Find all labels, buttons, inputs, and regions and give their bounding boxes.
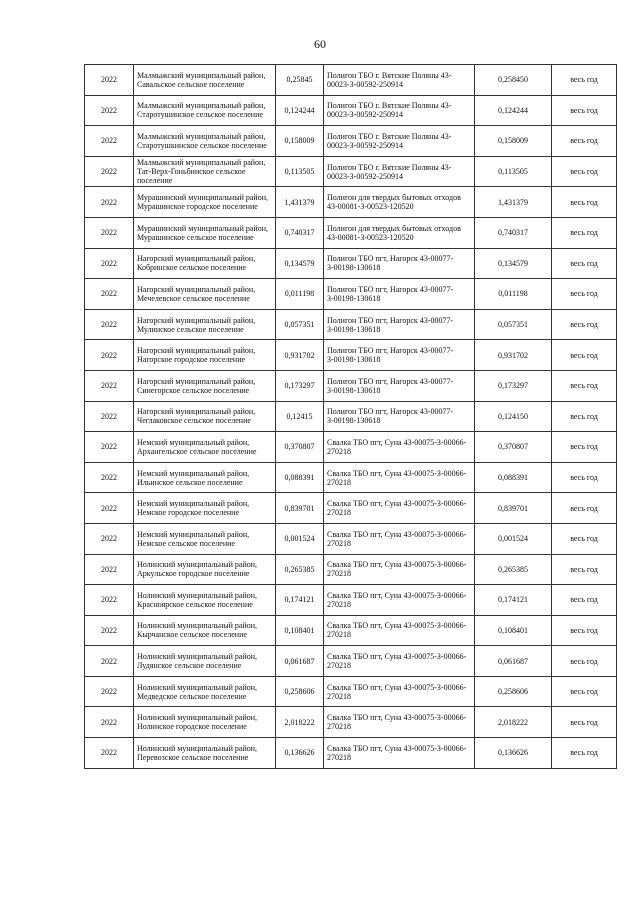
placed-mass-cell: 0,124150	[475, 401, 552, 432]
municipality-cell: Нолинский муниципальный район, Перевозское сельское поселение	[134, 738, 276, 769]
mass-cell: 0,258606	[276, 676, 324, 707]
period-cell: весь год	[552, 279, 617, 310]
period-cell: весь год	[552, 309, 617, 340]
mass-cell: 1,431379	[276, 187, 324, 218]
municipality-cell: Мурашинский муниципальный район, Мурашинское сельское поселение	[134, 217, 276, 248]
municipality-cell: Нагорский муниципальный район, Мечелевское сельское поселение	[134, 279, 276, 310]
mass-cell: 0,173297	[276, 370, 324, 401]
mass-cell: 0,057351	[276, 309, 324, 340]
disposal-object-cell: Свалка ТБО пгт, Суна 43-00075-З-00066-270218	[324, 554, 475, 585]
year-cell: 2022	[85, 95, 134, 126]
mass-cell: 0,158009	[276, 126, 324, 157]
period-cell: весь год	[552, 707, 617, 738]
period-cell: весь год	[552, 340, 617, 371]
placed-mass-cell: 0,158009	[475, 126, 552, 157]
period-cell: весь год	[552, 187, 617, 218]
mass-cell: 0,740317	[276, 217, 324, 248]
disposal-object-cell: Полигон ТБО пгт, Нагорск 43-00077-З-00198-130618	[324, 309, 475, 340]
municipality-cell: Нолинский муниципальный район, Аркульское городское поселение	[134, 554, 276, 585]
municipality-cell: Нолинский муниципальный район, Медведское сельское поселение	[134, 676, 276, 707]
placed-mass-cell: 0,740317	[475, 217, 552, 248]
year-cell: 2022	[85, 187, 134, 218]
table-row	[85, 707, 617, 738]
municipality-cell: Малмыжский муниципальный район, Старотушкинское сельское поселение	[134, 126, 276, 157]
year-cell: 2022	[85, 309, 134, 340]
period-cell: весь год	[552, 676, 617, 707]
period-cell: весь год	[552, 248, 617, 279]
period-cell: весь год	[552, 646, 617, 677]
disposal-object-cell: Свалка ТБО пгт, Суна 43-00075-З-00066-270218	[324, 523, 475, 554]
mass-cell: 2,018222	[276, 707, 324, 738]
year-cell: 2022	[85, 676, 134, 707]
municipality-cell: Нолинский муниципальный район, Нолинское городское поселение	[134, 707, 276, 738]
period-cell: весь год	[552, 370, 617, 401]
disposal-object-cell: Свалка ТБО пгт, Суна 43-00075-З-00066-270218	[324, 615, 475, 646]
municipality-cell: Малмыжский муниципальный район, Савальское сельское поселение	[134, 65, 276, 96]
disposal-object-cell: Свалка ТБО пгт, Суна 43-00075-З-00066-270218	[324, 432, 475, 463]
waste-registry-table	[84, 64, 617, 769]
mass-cell: 0,136626	[276, 738, 324, 769]
disposal-object-cell: Полигон ТБО пгт, Нагорск 43-00077-З-00198-130618	[324, 248, 475, 279]
municipality-cell: Нагорский муниципальный район, Синегорское сельское поселение	[134, 370, 276, 401]
placed-mass-cell: 0,088391	[475, 462, 552, 493]
placed-mass-cell: 0,839701	[475, 493, 552, 524]
mass-cell: 0,124244	[276, 95, 324, 126]
year-cell: 2022	[85, 523, 134, 554]
table-row	[85, 432, 617, 463]
year-cell: 2022	[85, 248, 134, 279]
disposal-object-cell: Свалка ТБО пгт, Суна 43-00075-З-00066-270218	[324, 585, 475, 616]
disposal-object-cell: Полигон ТБО г. Вятские Поляны 43-00023-З-00592-250914	[324, 156, 475, 187]
disposal-object-cell: Полигон для твердых бытовых отходов 43-00081-З-00523-120520	[324, 217, 475, 248]
mass-cell: 0,061687	[276, 646, 324, 677]
municipality-cell: Немский муниципальный район, Архангельское сельское поселение	[134, 432, 276, 463]
table-row	[85, 340, 617, 371]
year-cell: 2022	[85, 126, 134, 157]
disposal-object-cell: Свалка ТБО пгт, Суна 43-00075-З-00066-270218	[324, 493, 475, 524]
placed-mass-cell: 0,931702	[475, 340, 552, 371]
table-row	[85, 126, 617, 157]
placed-mass-cell: 0,136626	[475, 738, 552, 769]
year-cell: 2022	[85, 738, 134, 769]
table-row	[85, 95, 617, 126]
municipality-cell: Нолинский муниципальный район, Лудянское сельское поселение	[134, 646, 276, 677]
period-cell: весь год	[552, 554, 617, 585]
period-cell: весь год	[552, 462, 617, 493]
placed-mass-cell: 1,431379	[475, 187, 552, 218]
year-cell: 2022	[85, 340, 134, 371]
period-cell: весь год	[552, 493, 617, 524]
municipality-cell: Немский муниципальный район, Немское городское поселение	[134, 493, 276, 524]
table-row	[85, 585, 617, 616]
disposal-object-cell: Свалка ТБО пгт, Суна 43-00075-З-00066-270218	[324, 707, 475, 738]
municipality-cell: Малмыжский муниципальный район, Старотушинское сельское поселение	[134, 95, 276, 126]
table-row	[85, 309, 617, 340]
placed-mass-cell: 0,061687	[475, 646, 552, 677]
municipality-cell: Мурашинский муниципальный район, Мурашинское городское поселение	[134, 187, 276, 218]
table-row	[85, 217, 617, 248]
period-cell: весь год	[552, 615, 617, 646]
placed-mass-cell: 0,011198	[475, 279, 552, 310]
disposal-object-cell: Полигон для твердых бытовых отходов 43-00081-З-00523-120520	[324, 187, 475, 218]
disposal-object-cell: Полигон ТБО пгт, Нагорск 43-00077-З-00198-130618	[324, 370, 475, 401]
placed-mass-cell: 0,258606	[475, 676, 552, 707]
mass-cell: 0,108401	[276, 615, 324, 646]
table-row	[85, 646, 617, 677]
disposal-object-cell: Свалка ТБО пгт, Суна 43-00075-З-00066-270218	[324, 676, 475, 707]
municipality-cell: Немский муниципальный район, Ильинское сельское поселение	[134, 462, 276, 493]
disposal-object-cell: Свалка ТБО пгт, Суна 43-00075-З-00066-270218	[324, 738, 475, 769]
period-cell: весь год	[552, 523, 617, 554]
table-row	[85, 248, 617, 279]
year-cell: 2022	[85, 707, 134, 738]
year-cell: 2022	[85, 65, 134, 96]
mass-cell: 0,839701	[276, 493, 324, 524]
disposal-object-cell: Полигон ТБО пгт, Нагорск 43-00077-З-00198-130618	[324, 279, 475, 310]
year-cell: 2022	[85, 585, 134, 616]
placed-mass-cell: 0,001524	[475, 523, 552, 554]
year-cell: 2022	[85, 217, 134, 248]
mass-cell: 0,25845	[276, 65, 324, 96]
page-number: 60	[314, 37, 326, 51]
mass-cell: 0,001524	[276, 523, 324, 554]
placed-mass-cell: 0,265385	[475, 554, 552, 585]
placed-mass-cell: 0,174121	[475, 585, 552, 616]
table-row	[85, 156, 617, 187]
placed-mass-cell: 0,057351	[475, 309, 552, 340]
table-row	[85, 676, 617, 707]
year-cell: 2022	[85, 646, 134, 677]
municipality-cell: Малмыжский муниципальный район, Тат-Верх-Гоньбинское сельское поселение	[134, 156, 276, 187]
placed-mass-cell: 0,113505	[475, 156, 552, 187]
year-cell: 2022	[85, 493, 134, 524]
mass-cell: 0,174121	[276, 585, 324, 616]
period-cell: весь год	[552, 65, 617, 96]
municipality-cell: Нагорский муниципальный район, Кобринское сельское поселение	[134, 248, 276, 279]
year-cell: 2022	[85, 401, 134, 432]
year-cell: 2022	[85, 156, 134, 187]
table-row	[85, 462, 617, 493]
period-cell: весь год	[552, 126, 617, 157]
municipality-cell: Нагорский муниципальный район, Чеглаковское сельское поселение	[134, 401, 276, 432]
period-cell: весь год	[552, 432, 617, 463]
table-body	[85, 65, 617, 769]
placed-mass-cell: 2,018222	[475, 707, 552, 738]
table-row	[85, 65, 617, 96]
mass-cell: 0,011198	[276, 279, 324, 310]
municipality-cell: Нагорский муниципальный район, Нагорское городское поселение	[134, 340, 276, 371]
placed-mass-cell: 0,108401	[475, 615, 552, 646]
period-cell: весь год	[552, 585, 617, 616]
table-row	[85, 187, 617, 218]
placed-mass-cell: 0,370807	[475, 432, 552, 463]
municipality-cell: Немский муниципальный район, Немское сельское поселение	[134, 523, 276, 554]
mass-cell: 0,134579	[276, 248, 324, 279]
disposal-object-cell: Свалка ТБО пгт, Суна 43-00075-З-00066-270218	[324, 646, 475, 677]
table-row	[85, 554, 617, 585]
mass-cell: 0,12415	[276, 401, 324, 432]
mass-cell: 0,370807	[276, 432, 324, 463]
table-row	[85, 401, 617, 432]
period-cell: весь год	[552, 156, 617, 187]
period-cell: весь год	[552, 217, 617, 248]
disposal-object-cell: Полигон ТБО пгт, Нагорск 43-00077-З-00198-130618	[324, 401, 475, 432]
table-row	[85, 523, 617, 554]
year-cell: 2022	[85, 554, 134, 585]
mass-cell: 0,265385	[276, 554, 324, 585]
table-row	[85, 370, 617, 401]
mass-cell: 0,113505	[276, 156, 324, 187]
placed-mass-cell: 0,134579	[475, 248, 552, 279]
disposal-object-cell: Полигон ТБО пгт, Нагорск 43-00077-З-00198-130618	[324, 340, 475, 371]
disposal-object-cell: Полигон ТБО г. Вятские Поляны 43-00023-З-00592-250914	[324, 95, 475, 126]
table-row	[85, 738, 617, 769]
table-row	[85, 493, 617, 524]
disposal-object-cell: Свалка ТБО пгт, Суна 43-00075-З-00066-270218	[324, 462, 475, 493]
disposal-object-cell: Полигон ТБО г. Вятские Поляны 43-00023-З-00592-250914	[324, 126, 475, 157]
period-cell: весь год	[552, 401, 617, 432]
year-cell: 2022	[85, 462, 134, 493]
mass-cell: 0,931702	[276, 340, 324, 371]
municipality-cell: Нагорский муниципальный район, Мулинское сельское поселение	[134, 309, 276, 340]
year-cell: 2022	[85, 432, 134, 463]
table-row	[85, 615, 617, 646]
placed-mass-cell: 0,258450	[475, 65, 552, 96]
period-cell: весь год	[552, 95, 617, 126]
year-cell: 2022	[85, 615, 134, 646]
year-cell: 2022	[85, 370, 134, 401]
mass-cell: 0,088391	[276, 462, 324, 493]
table-row	[85, 279, 617, 310]
placed-mass-cell: 0,124244	[475, 95, 552, 126]
year-cell: 2022	[85, 279, 134, 310]
disposal-object-cell: Полигон ТБО г. Вятские Поляны 43-00023-З-00592-250914	[324, 65, 475, 96]
period-cell: весь год	[552, 738, 617, 769]
placed-mass-cell: 0,173297	[475, 370, 552, 401]
municipality-cell: Нолинский муниципальный район, Красноярское сельское поселение	[134, 585, 276, 616]
municipality-cell: Нолинский муниципальный район, Кырчанское сельское поселение	[134, 615, 276, 646]
